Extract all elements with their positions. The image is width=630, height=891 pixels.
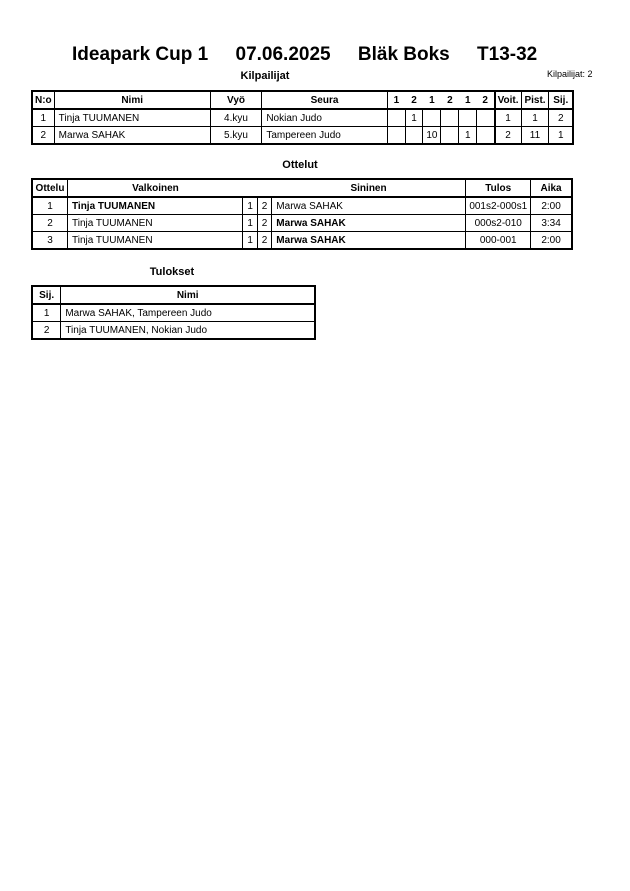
col-header: 2: [411, 94, 417, 106]
round-score: [405, 127, 423, 145]
table-row: [32, 109, 573, 127]
competitor-name: Marwa SAHAK: [54, 127, 210, 145]
round-score: 10: [423, 127, 441, 145]
round-score: 1: [459, 127, 477, 145]
result-place: 1: [32, 304, 61, 322]
round-score: [441, 127, 459, 145]
col-header: [243, 179, 257, 197]
table-row: [32, 322, 315, 340]
results-table: [31, 285, 316, 340]
col-header: Valkoinen: [67, 179, 242, 197]
event-date: 07.06.2025: [235, 44, 331, 65]
table-row: [32, 215, 572, 232]
match-result: 000-001: [466, 232, 531, 250]
competitor-wins: 1: [495, 109, 521, 127]
match-no: 3: [32, 232, 67, 250]
results-title: Tulokset: [149, 266, 195, 278]
col-header: Pist.: [521, 91, 549, 109]
competitor-club: Nokian Judo: [262, 109, 387, 127]
blue-competitor: Marwa SAHAK: [272, 215, 466, 232]
round-score: [423, 109, 441, 127]
competitors-count: Kilpailijat: 2: [547, 69, 593, 79]
competitor-belt: 5.kyu: [210, 127, 262, 145]
col-header: 1: [429, 94, 435, 106]
round-score: [477, 109, 495, 127]
col-header: Nimi: [54, 91, 210, 109]
matches-header-row: [32, 179, 572, 197]
competitor-points: 1: [521, 109, 549, 127]
col-header: Sij.: [549, 91, 573, 109]
round-score: [441, 109, 459, 127]
col-header: Tulos: [466, 179, 531, 197]
match-slot-a: 1: [243, 232, 257, 250]
white-competitor: Tinja TUUMANEN: [67, 215, 242, 232]
results-header-row: [32, 286, 315, 304]
competitors-title: Kilpailijat: [240, 70, 290, 82]
match-time: 3:34: [531, 215, 572, 232]
round-score: [459, 109, 477, 127]
blue-competitor: Marwa SAHAK: [272, 232, 466, 250]
match-slot-b: 2: [257, 215, 271, 232]
matches-title: Ottelut: [282, 159, 318, 171]
competitor-points: 11: [521, 127, 549, 145]
competitor-place: 2: [549, 109, 573, 127]
table-row: [32, 197, 572, 215]
result-name: Tinja TUUMANEN, Nokian Judo: [61, 322, 315, 340]
match-slot-b: 2: [257, 197, 271, 215]
col-header: Ottelu: [32, 179, 67, 197]
match-time: 2:00: [531, 197, 572, 215]
table-row: [32, 304, 315, 322]
competitor-name: Tinja TUUMANEN: [54, 109, 210, 127]
match-slot-a: 1: [243, 197, 257, 215]
competitor-no: 1: [32, 109, 54, 127]
col-header: Voit.: [495, 91, 521, 109]
match-result: 001s2-000s1: [466, 197, 531, 215]
col-header: [257, 179, 271, 197]
col-header: Sininen: [272, 179, 466, 197]
competitor-club: Tampereen Judo: [262, 127, 387, 145]
competitors-table: [31, 90, 574, 145]
match-slot-a: 1: [243, 215, 257, 232]
table-row: [32, 127, 573, 145]
round-score: 1: [405, 109, 423, 127]
round-score: [387, 109, 405, 127]
match-time: 2:00: [531, 232, 572, 250]
competitor-place: 1: [549, 127, 573, 145]
white-competitor: Tinja TUUMANEN: [67, 197, 242, 215]
white-competitor: Tinja TUUMANEN: [67, 232, 242, 250]
col-header: N:o: [32, 91, 54, 109]
col-header: Sij.: [32, 286, 61, 304]
matches-table: [31, 178, 573, 250]
match-slot-b: 2: [257, 232, 271, 250]
round-score: [387, 127, 405, 145]
event-name: Ideapark Cup 1: [72, 44, 209, 65]
match-no: 2: [32, 215, 67, 232]
col-header: 2: [447, 94, 453, 106]
col-header: Nimi: [61, 286, 315, 304]
competitors-header-row: [32, 91, 573, 109]
col-header: Seura: [262, 91, 387, 109]
competitor-no: 2: [32, 127, 54, 145]
result-place: 2: [32, 322, 61, 340]
category-name: Bläk Boks: [357, 44, 450, 65]
match-no: 1: [32, 197, 67, 215]
page-title: [72, 44, 572, 66]
col-header: Vyö: [210, 91, 262, 109]
table-row: [32, 232, 572, 250]
blue-competitor: Marwa SAHAK: [272, 197, 466, 215]
competitor-belt: 4.kyu: [210, 109, 262, 127]
match-result: 000s2-010: [466, 215, 531, 232]
result-name: Marwa SAHAK, Tampereen Judo: [61, 304, 315, 322]
col-header: Aika: [531, 179, 572, 197]
round-score: [477, 127, 495, 145]
col-header: 2: [482, 94, 488, 106]
col-header: 1: [464, 94, 471, 106]
class-name: T13-32: [477, 44, 538, 65]
col-header: 1: [393, 94, 400, 106]
competitor-wins: 2: [495, 127, 521, 145]
